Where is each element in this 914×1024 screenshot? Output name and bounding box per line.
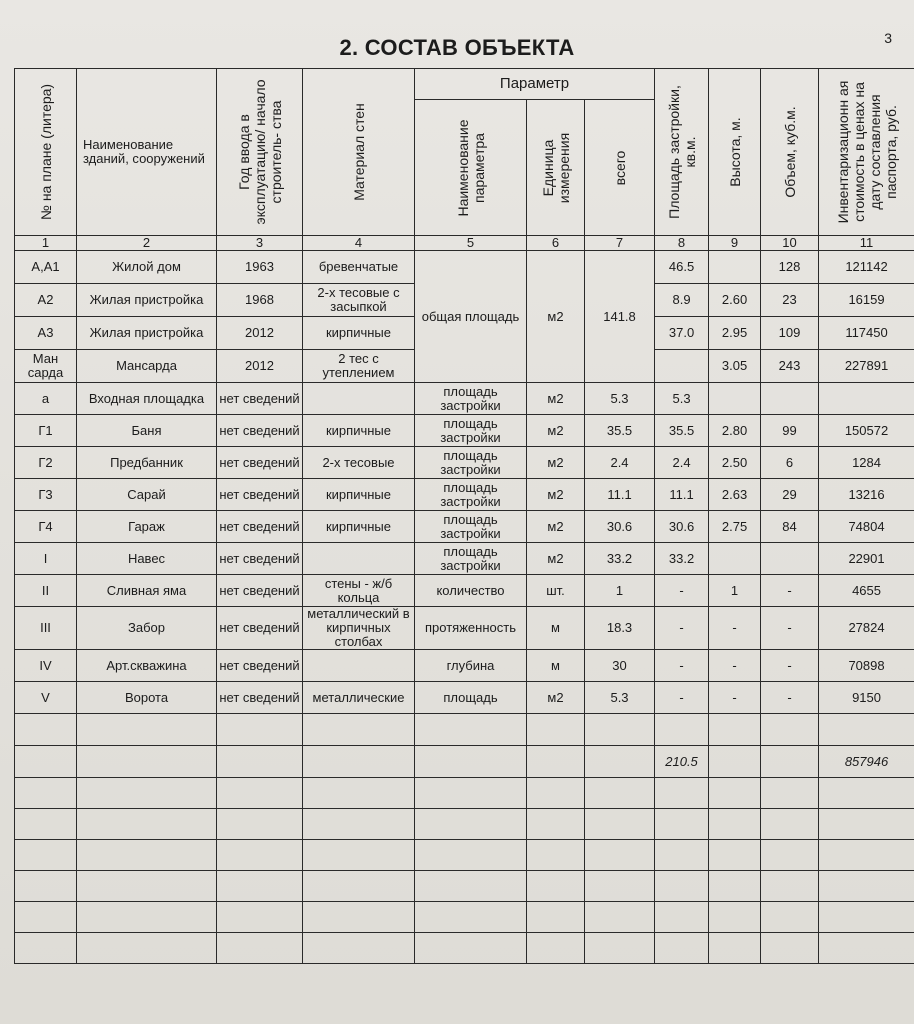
empty-cell — [217, 746, 303, 778]
empty-cell — [819, 933, 914, 964]
page-number: 3 — [884, 30, 892, 46]
cell-area: 35.5 — [655, 415, 709, 447]
cell-height: - — [709, 607, 761, 650]
cell-cost: 13216 — [819, 479, 914, 511]
column-number: 8 — [655, 236, 709, 251]
cell-cost: 22901 — [819, 543, 914, 575]
header-name: Наименование зданий, сооружений — [77, 69, 217, 236]
table-row — [15, 543, 914, 575]
empty-cell — [415, 933, 527, 964]
rotated-header-text: Площадь застройки, кв.м. — [665, 85, 698, 219]
empty-cell — [15, 714, 77, 746]
empty-cell — [415, 809, 527, 840]
empty-cell — [585, 778, 655, 809]
cell-walls: кирпичные — [303, 415, 415, 447]
cell-name: Арт.скважина — [77, 650, 217, 682]
cell-walls — [303, 543, 415, 575]
empty-cell — [655, 778, 709, 809]
empty-cell — [709, 871, 761, 902]
empty-cell — [527, 933, 585, 964]
cell-param: площадь застройки — [415, 543, 527, 575]
empty-cell — [527, 778, 585, 809]
cell-param: площадь застройки — [415, 383, 527, 415]
column-number: 6 — [527, 236, 585, 251]
empty-cell — [585, 902, 655, 933]
cell-unit: м — [527, 607, 585, 650]
table-row — [15, 447, 914, 479]
column-number: 3 — [217, 236, 303, 251]
cell-volume: 99 — [761, 415, 819, 447]
cell-area: 46.5 — [655, 251, 709, 284]
cell-litera: Г3 — [15, 479, 77, 511]
empty-cell — [303, 746, 415, 778]
cell-height: 2.63 — [709, 479, 761, 511]
cell-unit: м2 — [527, 383, 585, 415]
table-row — [15, 682, 914, 714]
cell-total: 11.1 — [585, 479, 655, 511]
empty-cell — [77, 840, 217, 871]
table-row — [15, 607, 914, 650]
empty-cell — [415, 871, 527, 902]
cell-litera: Ман сарда — [15, 350, 77, 383]
column-number: 10 — [761, 236, 819, 251]
empty-row — [15, 933, 914, 964]
empty-cell — [15, 809, 77, 840]
column-number: 11 — [819, 236, 914, 251]
empty-cell — [217, 902, 303, 933]
cell-unit: м2 — [527, 415, 585, 447]
cell-total: 30 — [585, 650, 655, 682]
cell-walls: 2 тес с утеплением — [303, 350, 415, 383]
empty-cell — [709, 840, 761, 871]
cell-cost: 74804 — [819, 511, 914, 543]
empty-cell — [303, 871, 415, 902]
empty-cell — [217, 871, 303, 902]
empty-cell — [761, 840, 819, 871]
cell-litera: III — [15, 607, 77, 650]
cell-param: площадь застройки — [415, 511, 527, 543]
empty-cell — [77, 871, 217, 902]
cell-unit: м2 — [527, 511, 585, 543]
empty-cell — [761, 714, 819, 746]
cell-param: протяженность — [415, 607, 527, 650]
empty-cell — [15, 933, 77, 964]
empty-cell — [303, 714, 415, 746]
cell-height — [709, 543, 761, 575]
header-param-name — [415, 100, 527, 236]
cell-param: площадь застройки — [415, 447, 527, 479]
empty-cell — [819, 778, 914, 809]
cell-walls — [303, 383, 415, 415]
cell-name: Жилая пристройка — [77, 284, 217, 317]
empty-cell — [761, 902, 819, 933]
empty-cell — [303, 840, 415, 871]
empty-cell — [585, 840, 655, 871]
cell-litera: Г1 — [15, 415, 77, 447]
header-total — [585, 100, 655, 236]
cell-walls — [303, 650, 415, 682]
rotated-header-text: Материал стен — [350, 103, 367, 201]
rotated-header-text: Объем, куб.м. — [781, 106, 798, 198]
object-composition-table — [14, 68, 914, 964]
empty-cell — [819, 871, 914, 902]
empty-cell — [303, 933, 415, 964]
cell-height — [709, 251, 761, 284]
cell-name: Гараж — [77, 511, 217, 543]
empty-row — [15, 871, 914, 902]
cell-cost: 227891 — [819, 350, 914, 383]
cell-param: общая площадь — [415, 251, 527, 383]
page-title: 2. СОСТАВ ОБЪЕКТА — [339, 35, 575, 60]
empty-cell — [15, 746, 77, 778]
column-number: 4 — [303, 236, 415, 251]
cell-name: Ворота — [77, 682, 217, 714]
cell-year: нет сведений — [217, 543, 303, 575]
empty-cell — [77, 714, 217, 746]
empty-row — [15, 840, 914, 871]
empty-cell — [655, 902, 709, 933]
cell-area — [655, 350, 709, 383]
cell-area: - — [655, 575, 709, 607]
empty-cell — [761, 778, 819, 809]
cell-year: нет сведений — [217, 383, 303, 415]
cell-name: Жилая пристройка — [77, 317, 217, 350]
table-row — [15, 383, 914, 415]
cell-cost: 70898 — [819, 650, 914, 682]
cell-volume — [761, 543, 819, 575]
cell-walls: бревенчатые — [303, 251, 415, 284]
column-number: 2 — [77, 236, 217, 251]
empty-cell — [527, 871, 585, 902]
cell-litera: Г4 — [15, 511, 77, 543]
rotated-header-text: Год ввода в эксплуатацию/ начало строитель- ства — [235, 79, 284, 225]
cell-height: - — [709, 650, 761, 682]
empty-cell — [585, 933, 655, 964]
cell-volume — [761, 383, 819, 415]
rotated-header-text: Инвентаризационн ая стоимость в ценах на дату составления паспорта, руб. — [834, 80, 899, 224]
empty-cell — [527, 809, 585, 840]
table-row — [15, 650, 914, 682]
cell-unit: м2 — [527, 543, 585, 575]
cell-total: 18.3 — [585, 607, 655, 650]
empty-cell — [709, 746, 761, 778]
cell-year: нет сведений — [217, 607, 303, 650]
column-number: 1 — [15, 236, 77, 251]
empty-cell — [303, 809, 415, 840]
cell-litera: А2 — [15, 284, 77, 317]
cell-name: Сливная яма — [77, 575, 217, 607]
empty-cell — [761, 746, 819, 778]
cell-total: 35.5 — [585, 415, 655, 447]
cell-volume: 84 — [761, 511, 819, 543]
header-year — [217, 69, 303, 236]
cell-walls: кирпичные — [303, 317, 415, 350]
cell-name: Предбанник — [77, 447, 217, 479]
empty-cell — [655, 714, 709, 746]
rotated-header-text: Наименование параметра — [454, 118, 487, 217]
cell-area: 5.3 — [655, 383, 709, 415]
empty-cell — [819, 902, 914, 933]
table-row — [15, 575, 914, 607]
cell-area: - — [655, 650, 709, 682]
empty-cell — [77, 809, 217, 840]
cell-volume: 23 — [761, 284, 819, 317]
cell-cost: 117450 — [819, 317, 914, 350]
cell-area: 37.0 — [655, 317, 709, 350]
empty-cell — [217, 933, 303, 964]
cell-litera: А,А1 — [15, 251, 77, 284]
empty-cell — [527, 746, 585, 778]
empty-cell — [585, 746, 655, 778]
cell-year: нет сведений — [217, 415, 303, 447]
cell-height: 2.50 — [709, 447, 761, 479]
table-row — [15, 251, 914, 284]
cell-year: нет сведений — [217, 575, 303, 607]
rotated-header-text: № на плане (литера) — [37, 83, 54, 221]
cell-volume: - — [761, 650, 819, 682]
empty-cell — [77, 933, 217, 964]
empty-cell — [655, 871, 709, 902]
cell-year: нет сведений — [217, 479, 303, 511]
cell-height: 3.05 — [709, 350, 761, 383]
cell-name: Забор — [77, 607, 217, 650]
rotated-header-text: Единица измерения — [539, 132, 572, 203]
total-cost: 857946 — [819, 746, 914, 778]
cell-unit: м2 — [527, 682, 585, 714]
cell-area: - — [655, 607, 709, 650]
cell-total: 2.4 — [585, 447, 655, 479]
cell-unit: шт. — [527, 575, 585, 607]
cell-name: Мансарда — [77, 350, 217, 383]
header-parameter: Параметр — [415, 69, 655, 100]
cell-total: 33.2 — [585, 543, 655, 575]
empty-cell — [655, 840, 709, 871]
cell-area: - — [655, 682, 709, 714]
empty-cell — [77, 746, 217, 778]
cell-total: 1 — [585, 575, 655, 607]
rotated-header-text: Высота, м. — [726, 117, 743, 187]
empty-cell — [819, 809, 914, 840]
cell-litera: а — [15, 383, 77, 415]
column-number: 9 — [709, 236, 761, 251]
empty-cell — [15, 902, 77, 933]
empty-cell — [77, 902, 217, 933]
empty-row — [15, 778, 914, 809]
cell-walls: кирпичные — [303, 511, 415, 543]
cell-name: Баня — [77, 415, 217, 447]
empty-cell — [415, 746, 527, 778]
cell-litera: II — [15, 575, 77, 607]
cell-walls: металлические — [303, 682, 415, 714]
empty-cell — [415, 778, 527, 809]
cell-area: 8.9 — [655, 284, 709, 317]
empty-cell — [761, 933, 819, 964]
cell-year: нет сведений — [217, 511, 303, 543]
cell-total: 5.3 — [585, 383, 655, 415]
cell-param: глубина — [415, 650, 527, 682]
cell-total: 141.8 — [585, 251, 655, 383]
cell-walls: металлический в кирпичных столбах — [303, 607, 415, 650]
empty-cell — [585, 871, 655, 902]
empty-cell — [217, 714, 303, 746]
cell-cost — [819, 383, 914, 415]
cell-unit: м2 — [527, 447, 585, 479]
empty-cell — [415, 840, 527, 871]
empty-cell — [709, 809, 761, 840]
empty-cell — [709, 714, 761, 746]
cell-cost: 1284 — [819, 447, 914, 479]
column-number: 7 — [585, 236, 655, 251]
cell-cost: 16159 — [819, 284, 914, 317]
cell-area: 30.6 — [655, 511, 709, 543]
cell-param: площадь — [415, 682, 527, 714]
cell-litera: IV — [15, 650, 77, 682]
empty-cell — [303, 902, 415, 933]
cell-height — [709, 383, 761, 415]
cell-volume: - — [761, 575, 819, 607]
empty-cell — [709, 778, 761, 809]
cell-year: 1968 — [217, 284, 303, 317]
header-area — [655, 69, 709, 236]
header-volume — [761, 69, 819, 236]
empty-cell — [15, 840, 77, 871]
cell-height: 2.75 — [709, 511, 761, 543]
empty-cell — [585, 714, 655, 746]
cell-height: 2.80 — [709, 415, 761, 447]
cell-walls: 2-х тесовые — [303, 447, 415, 479]
cell-year: 2012 — [217, 317, 303, 350]
empty-cell — [303, 778, 415, 809]
header-row — [15, 69, 914, 100]
empty-cell — [415, 714, 527, 746]
cell-volume: 128 — [761, 251, 819, 284]
cell-volume: - — [761, 607, 819, 650]
empty-cell — [655, 933, 709, 964]
cell-param: площадь застройки — [415, 479, 527, 511]
header-litera — [15, 69, 77, 236]
cell-year: 2012 — [217, 350, 303, 383]
cell-walls: 2-х тесовые с засыпкой — [303, 284, 415, 317]
cell-height: 1 — [709, 575, 761, 607]
cell-name: Навес — [77, 543, 217, 575]
table-row — [15, 479, 914, 511]
cell-volume: 6 — [761, 447, 819, 479]
cell-litera: Г2 — [15, 447, 77, 479]
cell-height: 2.60 — [709, 284, 761, 317]
empty-cell — [819, 714, 914, 746]
cell-volume: 109 — [761, 317, 819, 350]
empty-cell — [77, 778, 217, 809]
cell-name: Сарай — [77, 479, 217, 511]
empty-cell — [415, 902, 527, 933]
column-number: 5 — [415, 236, 527, 251]
cell-cost: 9150 — [819, 682, 914, 714]
empty-cell — [15, 778, 77, 809]
empty-cell — [527, 840, 585, 871]
header-walls — [303, 69, 415, 236]
empty-row — [15, 714, 914, 746]
header-cost — [819, 69, 914, 236]
cell-walls: кирпичные — [303, 479, 415, 511]
cell-name: Жилой дом — [77, 251, 217, 284]
table-row — [15, 415, 914, 447]
empty-cell — [761, 871, 819, 902]
cell-param: площадь застройки — [415, 415, 527, 447]
cell-litera: V — [15, 682, 77, 714]
empty-cell — [217, 809, 303, 840]
header-height — [709, 69, 761, 236]
cell-volume: - — [761, 682, 819, 714]
header-unit — [527, 100, 585, 236]
cell-total: 30.6 — [585, 511, 655, 543]
cell-name: Входная площадка — [77, 383, 217, 415]
empty-cell — [527, 902, 585, 933]
cell-year: нет сведений — [217, 447, 303, 479]
cell-volume: 29 — [761, 479, 819, 511]
cell-unit: м — [527, 650, 585, 682]
cell-year: нет сведений — [217, 682, 303, 714]
empty-cell — [585, 809, 655, 840]
cell-height: 2.95 — [709, 317, 761, 350]
cell-total: 5.3 — [585, 682, 655, 714]
cell-cost: 4655 — [819, 575, 914, 607]
cell-walls: стены - ж/б кольца — [303, 575, 415, 607]
cell-unit: м2 — [527, 251, 585, 383]
cell-area: 11.1 — [655, 479, 709, 511]
cell-area: 33.2 — [655, 543, 709, 575]
cell-volume: 243 — [761, 350, 819, 383]
empty-cell — [709, 902, 761, 933]
cell-unit: м2 — [527, 479, 585, 511]
empty-cell — [217, 778, 303, 809]
cell-height: - — [709, 682, 761, 714]
cell-litera: А3 — [15, 317, 77, 350]
empty-cell — [655, 809, 709, 840]
empty-row — [15, 809, 914, 840]
empty-row — [15, 902, 914, 933]
empty-cell — [819, 840, 914, 871]
cell-year: нет сведений — [217, 650, 303, 682]
cell-cost: 27824 — [819, 607, 914, 650]
rotated-header-text: всего — [611, 150, 628, 185]
empty-cell — [217, 840, 303, 871]
total-area: 210.5 — [655, 746, 709, 778]
cell-litera: I — [15, 543, 77, 575]
cell-param: количество — [415, 575, 527, 607]
empty-cell — [709, 933, 761, 964]
cell-year: 1963 — [217, 251, 303, 284]
table-row — [15, 511, 914, 543]
column-number-row — [15, 236, 914, 251]
totals-row — [15, 746, 914, 778]
empty-cell — [15, 871, 77, 902]
cell-cost: 150572 — [819, 415, 914, 447]
cell-area: 2.4 — [655, 447, 709, 479]
empty-cell — [527, 714, 585, 746]
cell-cost: 121142 — [819, 251, 914, 284]
empty-cell — [761, 809, 819, 840]
